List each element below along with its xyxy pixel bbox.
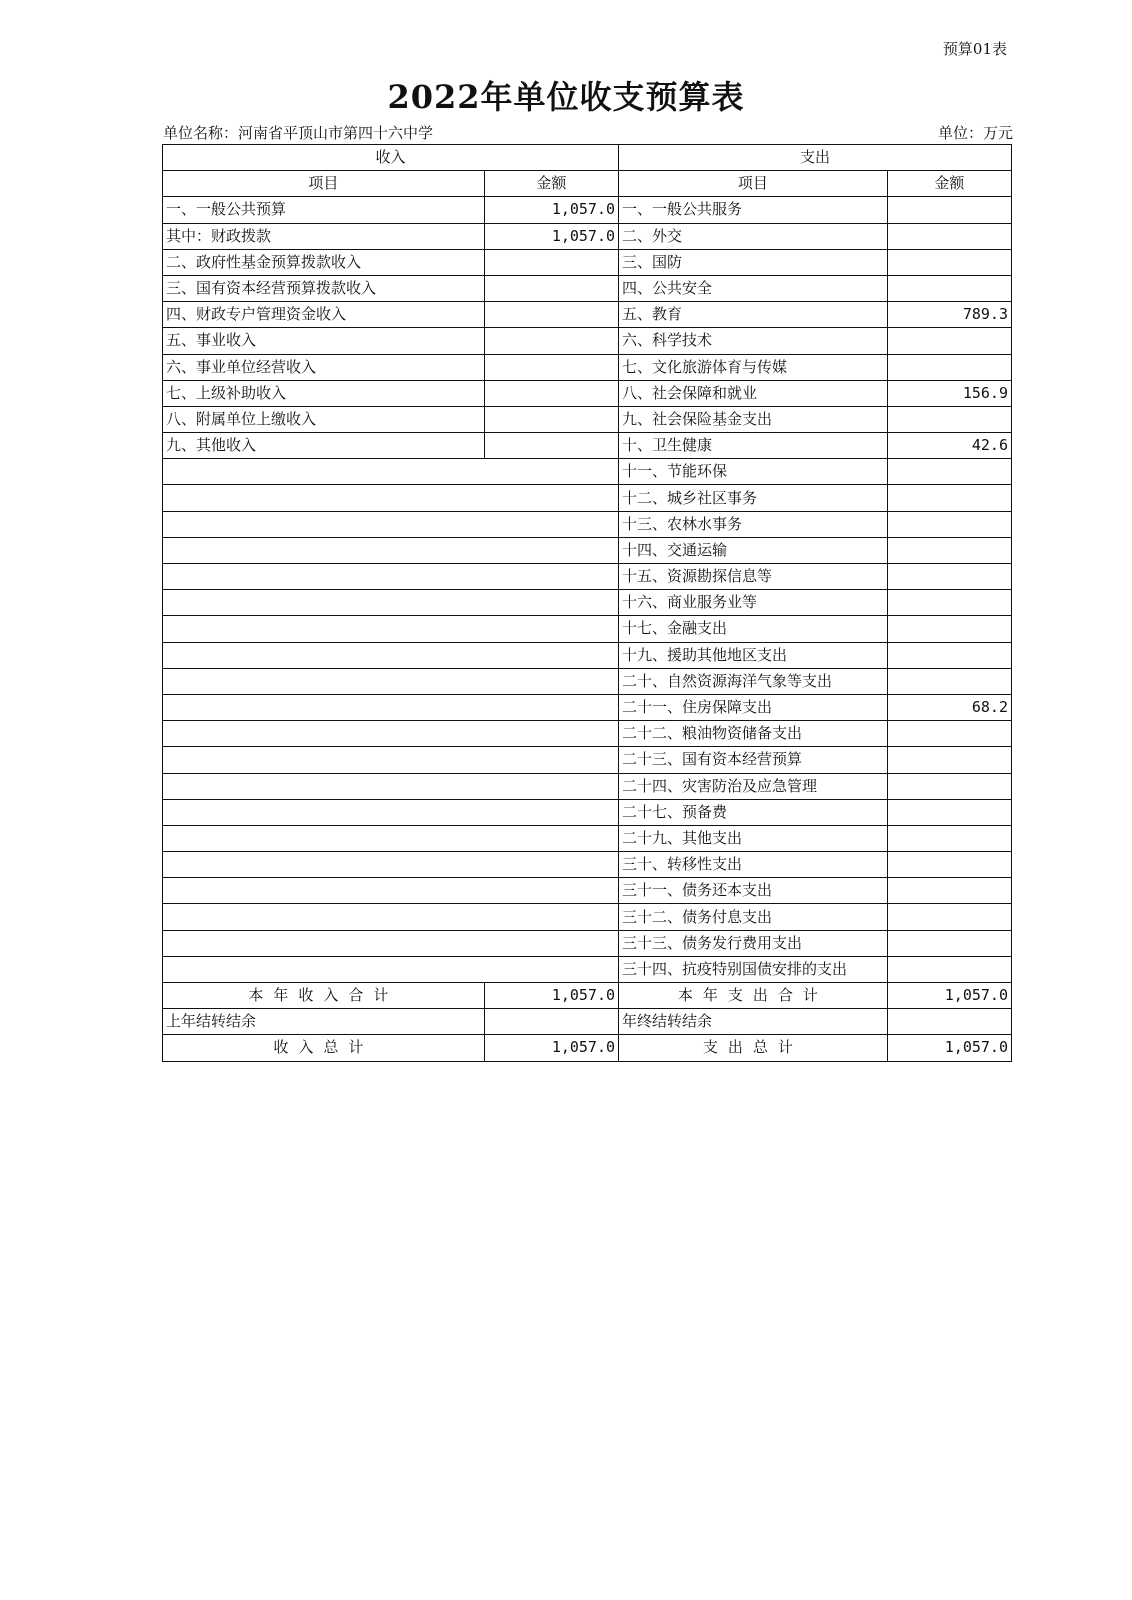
expense-item-amount <box>887 930 1011 956</box>
expense-item-label: 三十、转移性支出 <box>619 852 888 878</box>
expense-item-label: 十五、资源勘探信息等 <box>619 564 888 590</box>
expense-item-label: 二十三、国有资本经营预算 <box>619 747 888 773</box>
table-row <box>163 537 1012 563</box>
expense-item-amount <box>887 511 1011 537</box>
empty-income-cell <box>163 721 619 747</box>
empty-income-cell <box>163 590 619 616</box>
table-row <box>163 799 1012 825</box>
income-item-label: 八、附属单位上缴收入 <box>163 406 485 432</box>
page-title: 2022年单位收支预算表 <box>387 78 745 116</box>
expense-item-label: 三、国防 <box>619 249 888 275</box>
empty-income-cell <box>163 694 619 720</box>
empty-income-cell <box>163 616 619 642</box>
income-item-label: 九、其他收入 <box>163 433 485 459</box>
expense-item-label: 十三、农林水事务 <box>619 511 888 537</box>
empty-income-cell <box>163 825 619 851</box>
empty-income-cell <box>163 485 619 511</box>
income-item-amount <box>484 380 618 406</box>
table-row <box>163 406 1012 432</box>
income-item-label: 其中：财政拨款 <box>163 223 485 249</box>
empty-income-cell <box>163 537 619 563</box>
expense-item-amount <box>887 904 1011 930</box>
table-row <box>163 825 1012 851</box>
table-row <box>163 642 1012 668</box>
expense-item-label: 二十一、住房保障支出 <box>619 694 888 720</box>
carry-in-amount <box>484 1009 618 1035</box>
expense-item-label: 二十七、预备费 <box>619 799 888 825</box>
expense-grand-total-label: 支出总计 <box>619 1035 888 1061</box>
income-item-amount <box>484 249 618 275</box>
expense-item-amount <box>887 616 1011 642</box>
empty-income-cell <box>163 904 619 930</box>
table-body <box>163 197 1012 983</box>
table-row <box>163 485 1012 511</box>
empty-income-cell <box>163 459 619 485</box>
income-item-label: 一、一般公共预算 <box>163 197 485 223</box>
table-row <box>163 249 1012 275</box>
expense-item-label: 四、公共安全 <box>619 275 888 301</box>
expense-item-amount <box>887 721 1011 747</box>
expense-item-amount <box>887 275 1011 301</box>
expense-item-amount <box>887 223 1011 249</box>
expense-header: 支出 <box>619 145 1012 171</box>
income-item-amount <box>484 302 618 328</box>
empty-income-cell <box>163 799 619 825</box>
empty-income-cell <box>163 852 619 878</box>
income-item-amount <box>484 328 618 354</box>
section-header-row <box>163 145 1012 171</box>
table-row <box>163 302 1012 328</box>
empty-income-cell <box>163 878 619 904</box>
expense-item-amount <box>887 878 1011 904</box>
income-item-label: 四、财政专户管理资金收入 <box>163 302 485 328</box>
carry-over-row <box>163 1009 1012 1035</box>
empty-income-cell <box>163 956 619 982</box>
income-item-label: 五、事业收入 <box>163 328 485 354</box>
income-header: 收入 <box>163 145 619 171</box>
table-row <box>163 380 1012 406</box>
expense-year-total-amount: 1,057.0 <box>887 983 1011 1009</box>
expense-item-amount <box>887 537 1011 563</box>
expense-item-label: 二十、自然资源海洋气象等支出 <box>619 668 888 694</box>
table-row <box>163 721 1012 747</box>
expense-year-total-label: 本年支出合计 <box>619 983 888 1009</box>
expense-item-label: 九、社会保险基金支出 <box>619 406 888 432</box>
expense-item-amount <box>887 668 1011 694</box>
income-item-label: 六、事业单位经营收入 <box>163 354 485 380</box>
expense-item-label: 十一、节能环保 <box>619 459 888 485</box>
income-grand-total-label: 收入总计 <box>163 1035 485 1061</box>
table-row <box>163 668 1012 694</box>
expense-item-label: 二、外交 <box>619 223 888 249</box>
table-row <box>163 511 1012 537</box>
income-item-amount: 1,057.0 <box>484 197 618 223</box>
table-row <box>163 564 1012 590</box>
expense-item-amount <box>887 406 1011 432</box>
expense-item-amount <box>887 852 1011 878</box>
carry-out-label: 年终结转结余 <box>619 1009 888 1035</box>
table-row <box>163 930 1012 956</box>
expense-item-amount <box>887 328 1011 354</box>
income-item-amount <box>484 406 618 432</box>
expense-item-amount: 789.3 <box>887 302 1011 328</box>
table-row <box>163 878 1012 904</box>
income-item-label: 七、上级补助收入 <box>163 380 485 406</box>
expense-item-label: 十七、金融支出 <box>619 616 888 642</box>
expense-item-label: 三十一、债务还本支出 <box>619 878 888 904</box>
expense-item-label: 十四、交通运输 <box>619 537 888 563</box>
expense-item-label: 三十三、债务发行费用支出 <box>619 930 888 956</box>
income-year-total-label: 本年收入合计 <box>163 983 485 1009</box>
income-year-total-amount: 1,057.0 <box>484 983 618 1009</box>
expense-item-amount <box>887 747 1011 773</box>
budget-table <box>162 144 1012 1062</box>
expense-item-label: 一、一般公共服务 <box>619 197 888 223</box>
expense-item-label: 十九、援助其他地区支出 <box>619 642 888 668</box>
expense-grand-total-amount: 1,057.0 <box>887 1035 1011 1061</box>
expense-item-label: 二十四、灾害防治及应急管理 <box>619 773 888 799</box>
table-row <box>163 590 1012 616</box>
empty-income-cell <box>163 668 619 694</box>
income-item-amount <box>484 275 618 301</box>
expense-item-amount <box>887 485 1011 511</box>
expense-item-label: 十、卫生健康 <box>619 433 888 459</box>
table-row <box>163 328 1012 354</box>
expense-item-amount <box>887 249 1011 275</box>
income-item-header: 项目 <box>163 171 485 197</box>
expense-item-amount <box>887 642 1011 668</box>
table-row <box>163 694 1012 720</box>
expense-item-label: 八、社会保障和就业 <box>619 380 888 406</box>
expense-item-amount: 156.9 <box>887 380 1011 406</box>
expense-item-label: 五、教育 <box>619 302 888 328</box>
expense-item-header: 项目 <box>619 171 888 197</box>
expense-item-amount <box>887 825 1011 851</box>
expense-item-label: 十六、商业服务业等 <box>619 590 888 616</box>
expense-item-amount <box>887 564 1011 590</box>
empty-income-cell <box>163 642 619 668</box>
carry-out-amount <box>887 1009 1011 1035</box>
empty-income-cell <box>163 773 619 799</box>
expense-item-amount <box>887 590 1011 616</box>
expense-item-amount: 68.2 <box>887 694 1011 720</box>
expense-item-label: 六、科学技术 <box>619 328 888 354</box>
table-row <box>163 956 1012 982</box>
expense-item-label: 二十二、粮油物资储备支出 <box>619 721 888 747</box>
expense-item-label: 七、文化旅游体育与传媒 <box>619 354 888 380</box>
empty-income-cell <box>163 564 619 590</box>
table-row <box>163 197 1012 223</box>
income-item-amount <box>484 433 618 459</box>
empty-income-cell <box>163 511 619 537</box>
income-item-label: 三、国有资本经营预算拨款收入 <box>163 275 485 301</box>
unit-name: 单位名称：河南省平顶山市第四十六中学 <box>163 124 434 142</box>
income-grand-total-amount: 1,057.0 <box>484 1035 618 1061</box>
expense-item-amount <box>887 354 1011 380</box>
column-header-row <box>163 171 1012 197</box>
expense-item-label: 三十二、债务付息支出 <box>619 904 888 930</box>
table-row <box>163 275 1012 301</box>
grand-total-row <box>163 1035 1012 1061</box>
empty-income-cell <box>163 930 619 956</box>
table-row <box>163 773 1012 799</box>
expense-item-label: 二十九、其他支出 <box>619 825 888 851</box>
expense-item-label: 三十四、抗疫特别国债安排的支出 <box>619 956 888 982</box>
table-row <box>163 747 1012 773</box>
carry-in-label: 上年结转结余 <box>163 1009 485 1035</box>
table-row <box>163 459 1012 485</box>
table-row <box>163 904 1012 930</box>
expense-item-amount <box>887 799 1011 825</box>
income-item-label: 二、政府性基金预算拨款收入 <box>163 249 485 275</box>
expense-item-amount: 42.6 <box>887 433 1011 459</box>
income-item-amount <box>484 354 618 380</box>
expense-item-amount <box>887 197 1011 223</box>
expense-item-label: 十二、城乡社区事务 <box>619 485 888 511</box>
table-row <box>163 852 1012 878</box>
table-row <box>163 354 1012 380</box>
expense-item-amount <box>887 459 1011 485</box>
table-row <box>163 433 1012 459</box>
table-row <box>163 616 1012 642</box>
table-row <box>163 223 1012 249</box>
expense-item-amount <box>887 956 1011 982</box>
income-item-amount: 1,057.0 <box>484 223 618 249</box>
currency-unit: 单位：万元 <box>937 124 1013 142</box>
empty-income-cell <box>163 747 619 773</box>
expense-item-amount <box>887 773 1011 799</box>
year-total-row <box>163 983 1012 1009</box>
expense-amount-header: 金额 <box>887 171 1011 197</box>
income-amount-header: 金额 <box>484 171 618 197</box>
table-id: 预算01表 <box>942 40 1007 58</box>
